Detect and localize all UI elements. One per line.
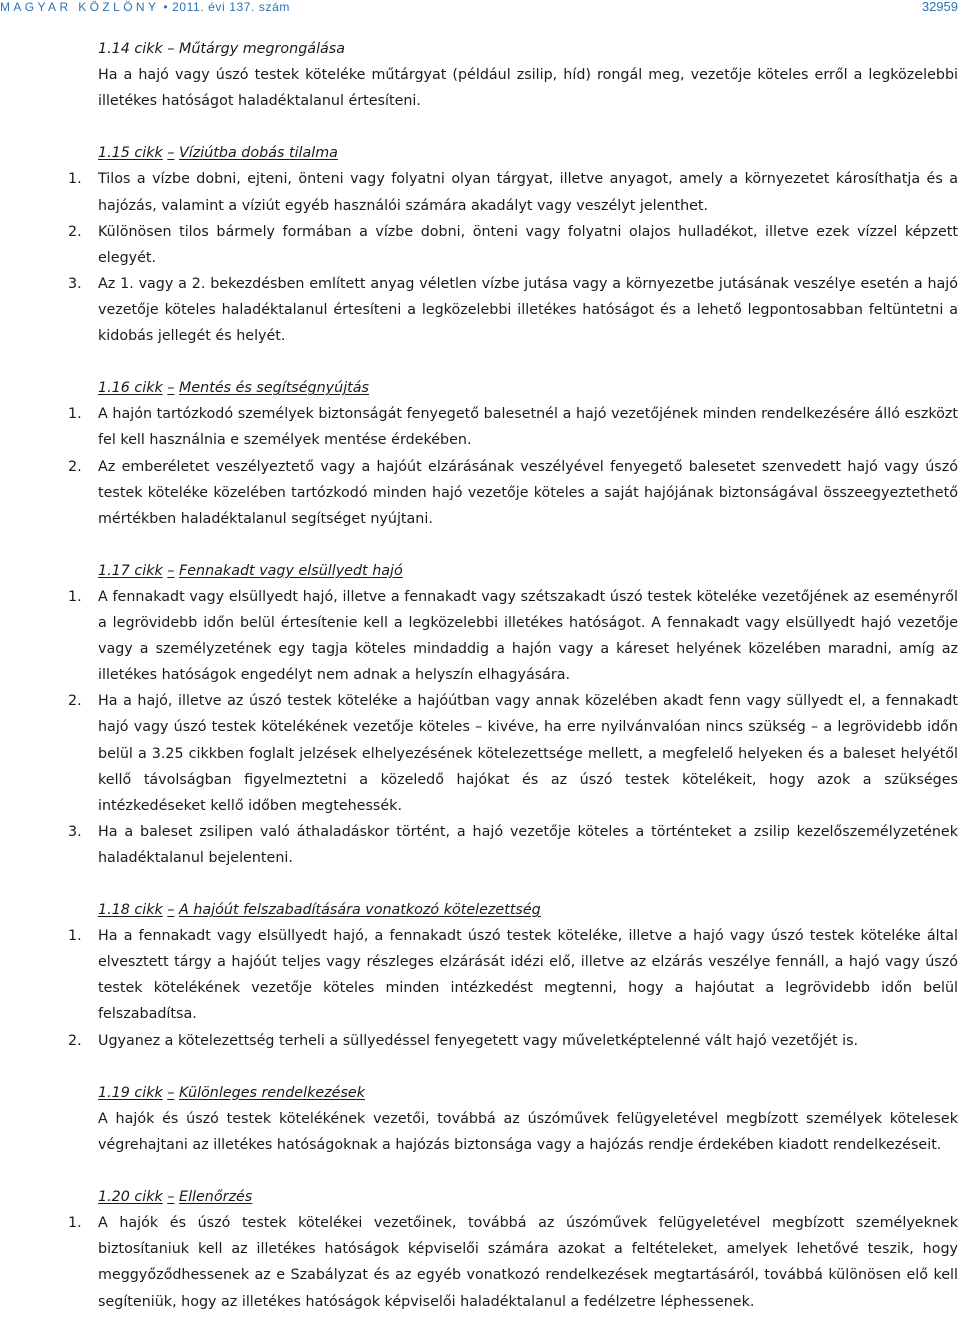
- paragraph-text: Ugyanez a kötelezettség terheli a süllyedéssel fenyegetett vagy műveletképtelenné vált hajó vezetőjét is.: [98, 1032, 859, 1049]
- article-section: [98, 1080, 958, 1158]
- paragraph-item: [68, 219, 958, 271]
- paragraph-number: 3.: [68, 823, 82, 840]
- article-heading: [98, 140, 958, 166]
- paragraph-text: Az 1. vagy a 2. bekezdésben említett anyag véletlen vízbe jutása vagy a környezetbe jutásának veszélye esetén a hajó vezetője köteles haladéktalanul értesíteni a legközelebbi illetékes hatóságot és a lehető legpontosabban feltüntetni a kidobás jellegét és helyét.: [98, 275, 958, 345]
- paragraph-item: [98, 62, 958, 114]
- article-title: Ellenőrzés: [179, 1189, 253, 1206]
- paragraph-item: [68, 688, 958, 818]
- issue-info: • 2011. évi 137. szám: [163, 0, 290, 14]
- article-dash: –: [167, 41, 175, 57]
- article-heading: [98, 897, 958, 923]
- paragraph-number: 3.: [68, 275, 82, 292]
- article-number: 1.18 cikk: [98, 902, 163, 919]
- paragraph-item: [68, 166, 958, 218]
- paragraph-text: A hajón tartózkodó személyek biztonságát fenyegető balesetnél a hajó vezetőjének minden rendelkezésére álló eszközt fel kell használnia e személyek mentése érdekében.: [98, 406, 958, 449]
- paragraph-text: Ha a hajó, illetve az úszó testek köteléke a hajóútban vagy annak közelében akadt fenn vagy süllyedt el, a fennakadt hajó vagy úszó testek kötelékének vezetője köteles – kivéve, ha erre nyilvánvalóan nincs szükség – a legrövidebb időn belül a 3.25 cikkben foglalt jelzések elhelyezésének kötelezettsége mellett, a megfelelő helyeken és a baleset helyétől kellő távolságban figyelmeztetni a közeledő hajókat és az úszó testek kötelékeit, hogy azok a szükséges intézkedéseket kellő időben megtehessék.: [98, 693, 958, 814]
- article-section: [68, 558, 958, 871]
- article-heading: [98, 375, 958, 401]
- paragraph-text: Tilos a vízbe dobni, ejteni, önteni vagy folyatni olyan tárgyat, illetve anyagot, amely a környezetet károsíthatja és a hajózás, valamint a víziút egyéb használói számára akadályt vagy veszélyt jelenthet.: [98, 171, 958, 214]
- article-heading: [98, 558, 958, 584]
- paragraph-number: 1.: [68, 406, 82, 423]
- article-number: 1.15 cikk: [98, 145, 163, 162]
- article-heading: [98, 36, 958, 62]
- paragraph-item: [68, 1210, 958, 1314]
- article-title: A hajóút felszabadítására vonatkozó kötelezettség: [179, 902, 541, 919]
- article-section: [98, 36, 958, 114]
- article-dash: –: [167, 1084, 175, 1101]
- article-dash: –: [167, 380, 175, 397]
- article-number: 1.19 cikk: [98, 1084, 163, 1101]
- document-body: [68, 36, 958, 1341]
- paragraph-item: [68, 271, 958, 349]
- paragraph-item: [68, 454, 958, 532]
- article-heading: [98, 1080, 958, 1106]
- paragraph-text: Ha a hajó vagy úszó testek köteléke műtárgyat (például zsilip, híd) rongál meg, vezetője köteles erről a legközelebbi illetékes hatóságot haladéktalanul értesíteni.: [98, 67, 958, 110]
- paragraph-number: 1.: [68, 588, 82, 605]
- article-title: Víziútba dobás tilalma: [179, 145, 338, 162]
- article-number: 1.17 cikk: [98, 562, 163, 579]
- paragraph-text: Ha a baleset zsilipen való áthaladáskor történt, a hajó vezetője köteles a történteket a zsilip kezelőszemélyzetének haladéktalanul bejelenteni.: [98, 823, 958, 866]
- paragraph-number: 2.: [68, 693, 82, 710]
- article-section: [68, 1184, 958, 1314]
- article-dash: –: [167, 1189, 175, 1206]
- paragraph-text: Különösen tilos bármely formában a vízbe dobni, önteni vagy folyatni olajos hulladékot, illetve ezek vízzel képzett elegyét.: [98, 223, 958, 266]
- paragraph-item: [68, 819, 958, 871]
- journal-name: MAGYAR KÖZLÖNY: [0, 0, 160, 14]
- article-title: Műtárgy megrongálása: [179, 41, 346, 57]
- article-dash: –: [167, 145, 175, 162]
- article-number: 1.14 cikk: [98, 41, 163, 57]
- article-number: 1.20 cikk: [98, 1189, 163, 1206]
- running-head: [0, 0, 290, 14]
- article-number: 1.16 cikk: [98, 380, 163, 397]
- article-section: [68, 375, 958, 532]
- article-dash: –: [167, 902, 175, 919]
- paragraph-item: [68, 584, 958, 688]
- paragraph-number: 1.: [68, 171, 82, 188]
- paragraph-text: Az emberéletet veszélyeztető vagy a hajóút elzárásának veszélyével fenyegető balesetet szenvedett hajó vagy úszó testek köteléke közelében tartózkodó minden hajó vezetője köteles a saját hajójának biztonságával összeegyeztethető mértékben haladéktalanul segítséget nyújtani.: [98, 458, 958, 527]
- article-title: Különleges rendelkezések: [179, 1084, 365, 1101]
- paragraph-item: [68, 1028, 958, 1054]
- paragraph-item: [68, 923, 958, 1027]
- paragraph-text: A hajók és úszó testek kötelékei vezetőinek, továbbá az úszóművek felügyeletével megbízott személyeknek biztosítaniuk kell az illetékes hatóságok képviselői számára azokat a feltételeket, amelyek lehetővé teszik, hogy meggyőződhessenek az e Szabályzat és az egyéb vonatkozó rendelkezések megtartásáról, továbbá különösen elő kell segíteniük, hogy az illetékes hatóságok képviselői haladéktalanul a fedélzetre léphessenek.: [98, 1215, 958, 1310]
- paragraph-text: A hajók és úszó testek kötelékének vezetői, továbbá az úszóművek felügyeletével megbízott személyek kötelesek végrehajtani az illetékes hatóságoknak a hajózás biztonsága vagy a hajózás rendje érdekében kiadott rendelkezéseit.: [98, 1110, 958, 1153]
- article-section: [68, 140, 958, 349]
- article-heading: [98, 1184, 958, 1210]
- paragraph-number: 2.: [68, 223, 82, 240]
- paragraph-item: [98, 1106, 958, 1158]
- paragraph-number: 1.: [68, 928, 82, 945]
- article-title: Fennakadt vagy elsüllyedt hajó: [179, 562, 403, 579]
- page-header: [0, 0, 960, 18]
- article-dash: –: [167, 562, 175, 579]
- page-number: 32959: [921, 0, 958, 14]
- paragraph-number: 2.: [68, 1032, 82, 1049]
- paragraph-number: 1.: [68, 1215, 82, 1232]
- article-title: Mentés és segítségnyújtás: [179, 380, 369, 397]
- paragraph-text: A fennakadt vagy elsüllyedt hajó, illetve a fennakadt vagy szétszakadt úszó testek köteléke vezetőjének az eseményről a legrövidebb időn belül értesítenie kell a legközelebbi illetékes hatóságot. A fennakadt vagy elsüllyedt hajó vezetője vagy a személyzetének egy tagja köteles mindaddig a hajón vagy a káreset helyének közelében maradni, amíg az illetékes hatóságok engedélyt nem adnak a helyszín elhagyására.: [98, 588, 958, 684]
- paragraph-text: Ha a fennakadt vagy elsüllyedt hajó, a fennakadt úszó testek köteléke, illetve a hajó vagy úszó testek köteléke által elvesztett tárgy a hajóút teljes vagy részleges elzárását idézi elő, illetve az elzárás veszélye fennáll, a hajó vagy úszó testek kötelékének vezetője köteles minden intézkedést megtenni, hogy a hajóutat a legrövidebb időn belül felszabadítsa.: [98, 928, 958, 1023]
- article-section: [68, 897, 958, 1054]
- paragraph-item: [68, 401, 958, 453]
- paragraph-number: 2.: [68, 458, 82, 475]
